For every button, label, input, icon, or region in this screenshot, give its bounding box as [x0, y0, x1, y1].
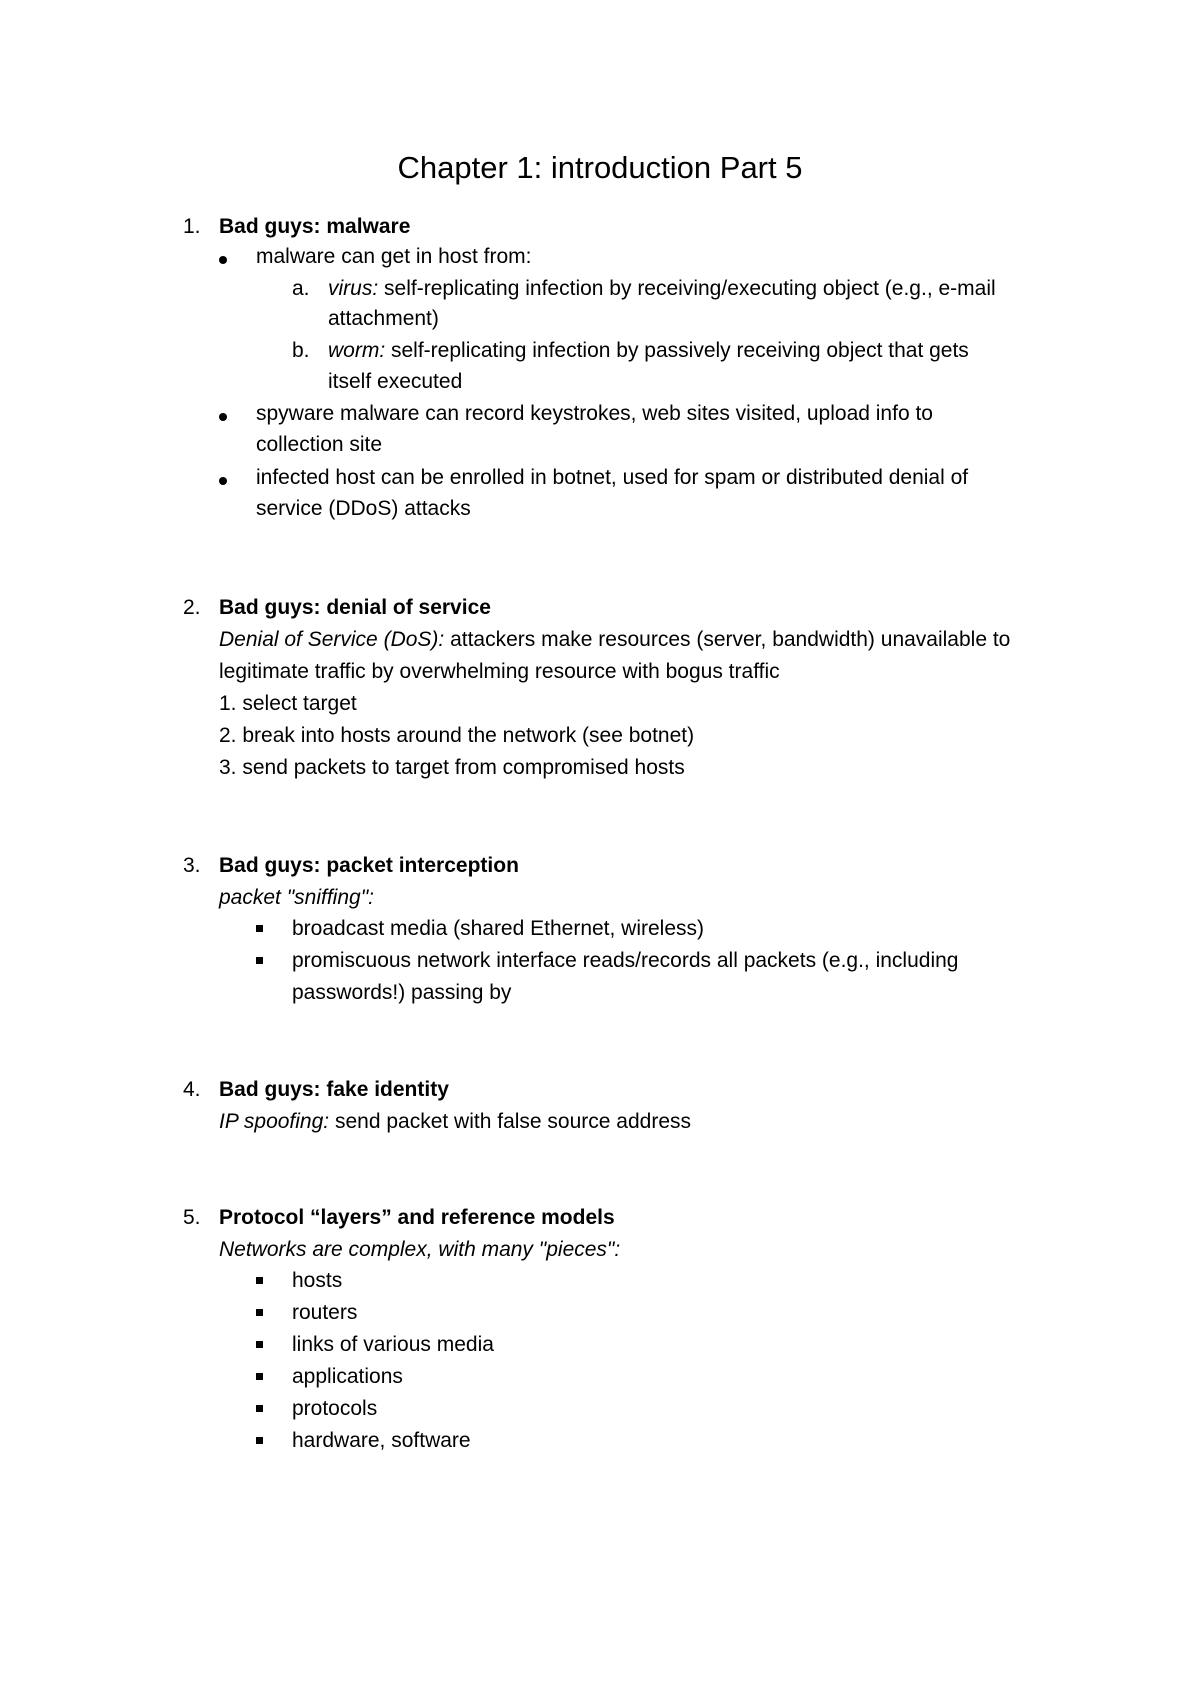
- bullet-icon: [219, 477, 227, 485]
- section-4-line: [219, 1107, 691, 1137]
- section-5-heading: Protocol “layers” and reference models: [219, 1206, 615, 1229]
- square-bullet-icon: [256, 1437, 263, 1444]
- section-4-heading: Bad guys: fake identity: [219, 1078, 449, 1101]
- list-item: routers: [292, 1301, 358, 1324]
- bullet-icon: [219, 413, 227, 421]
- square-bullet-icon: [256, 957, 263, 964]
- list-item: hosts: [292, 1269, 343, 1292]
- section-1-bullet-3-line-2: service (DDoS) attacks: [256, 497, 471, 520]
- square-bullet-icon: [256, 1309, 263, 1316]
- sub-item-a-marker: a.: [292, 277, 310, 300]
- section-3-heading: Bad guys: packet interception: [219, 854, 519, 877]
- list-item: applications: [292, 1365, 403, 1388]
- square-bullet-icon: [256, 1341, 263, 1348]
- section-2-number: 2.: [183, 596, 201, 619]
- virus-term: virus:: [328, 277, 379, 300]
- section-3-item-2-line-2: passwords!) passing by: [292, 981, 512, 1004]
- section-3-number: 3.: [183, 854, 201, 877]
- sub-item-b-line-2: itself executed: [328, 370, 463, 393]
- sub-item-a-line-2: attachment): [328, 307, 439, 330]
- section-3-item-1: broadcast media (shared Ethernet, wireless): [292, 917, 705, 940]
- worm-description: self-replicating infection by passively receiving object that gets: [385, 339, 969, 362]
- square-bullet-icon: [256, 1405, 263, 1412]
- list-item: protocols: [292, 1397, 378, 1420]
- dos-description: attackers make resources (server, bandwidth) unavailable to: [444, 628, 1011, 651]
- section-2-step-3: 3. send packets to target from compromised hosts: [219, 756, 685, 779]
- section-2-step-1: 1. select target: [219, 692, 357, 715]
- list-item: links of various media: [292, 1333, 494, 1356]
- page-title: Chapter 1: introduction Part 5: [397, 150, 803, 185]
- sub-item-b-marker: b.: [292, 339, 310, 362]
- section-1-number: 1.: [183, 215, 201, 238]
- square-bullet-icon: [256, 925, 263, 932]
- ip-spoofing-term: IP spoofing:: [219, 1110, 330, 1133]
- sub-item-b-line-1: [328, 336, 969, 366]
- section-5-subheading: Networks are complex, with many "pieces":: [219, 1238, 621, 1261]
- section-1-bullet-2-line-2: collection site: [256, 433, 383, 456]
- dos-term: Denial of Service (DoS):: [219, 628, 445, 651]
- square-bullet-icon: [256, 1373, 263, 1380]
- section-2-line-2: legitimate traffic by overwhelming resource with bogus traffic: [219, 660, 780, 683]
- ip-spoofing-description: send packet with false source address: [329, 1110, 692, 1133]
- section-2-line-1: [219, 625, 1010, 655]
- virus-description: self-replicating infection by receiving/executing object (e.g., e-mail: [378, 277, 996, 300]
- section-1-bullet-3-line-1: infected host can be enrolled in botnet, used for spam or distributed denial of: [256, 466, 969, 489]
- sub-item-a-line-1: [328, 274, 996, 304]
- section-2-step-2: 2. break into hosts around the network (see botnet): [219, 724, 695, 747]
- bullet-icon: [219, 256, 227, 264]
- section-1-bullet-2-line-1: spyware malware can record keystrokes, web sites visited, upload info to: [256, 402, 933, 425]
- section-1-bullet-1: malware can get in host from:: [256, 245, 532, 268]
- list-item: hardware, software: [292, 1429, 471, 1452]
- section-4-number: 4.: [183, 1078, 201, 1101]
- section-5-number: 5.: [183, 1206, 201, 1229]
- worm-term: worm:: [328, 339, 386, 362]
- section-3-subheading: packet "sniffing":: [219, 886, 374, 909]
- square-bullet-icon: [256, 1277, 263, 1284]
- section-1-heading: Bad guys: malware: [219, 215, 411, 238]
- section-2-heading: Bad guys: denial of service: [219, 596, 491, 619]
- section-3-item-2-line-1: promiscuous network interface reads/records all packets (e.g., including: [292, 949, 959, 972]
